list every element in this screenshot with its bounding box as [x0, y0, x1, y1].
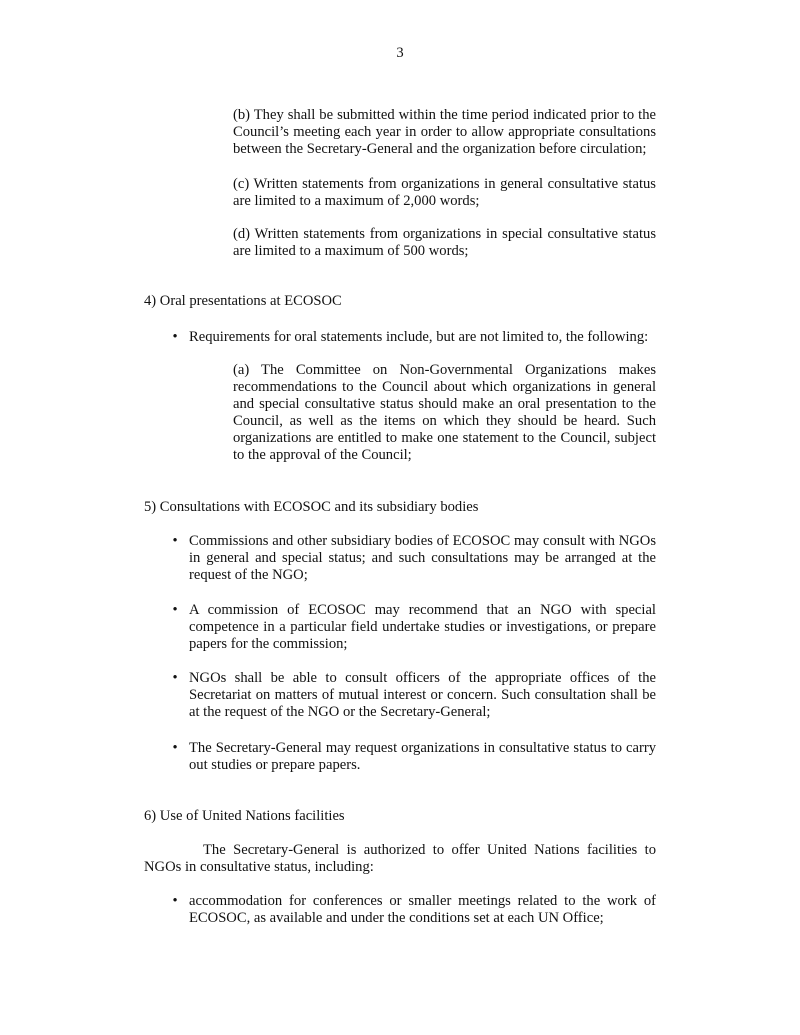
bullet-marker: • — [172, 329, 178, 345]
section-6-bullet: accommodation for conferences or smaller meetings related to the work of ECOSOC, as available and under the conditions set at each UN Office; — [189, 893, 656, 926]
bullet-marker: • — [172, 893, 178, 909]
bullet-marker: • — [172, 740, 178, 756]
section-5-heading: 5) Consultations with ECOSOC and its subsidiary bodies — [144, 499, 479, 515]
bullet-marker: • — [172, 533, 178, 549]
section-4-bullet: Requirements for oral statements include, but are not limited to, the following: — [189, 329, 649, 345]
section-4-heading: 4) Oral presentations at ECOSOC — [144, 293, 342, 309]
section-5-bullet: A commission of ECOSOC may recommend that an NGO with special competence in a particular field undertake studies or investigations, or prepare papers for the commission; — [189, 602, 656, 652]
section-6-intro-text: The Secretary-General is authorized to offer United Nations facilities to NGOs in consultative status, including: — [144, 842, 656, 875]
section-6-intro — [144, 842, 656, 876]
bullet-marker: • — [172, 670, 178, 686]
bullet-marker: • — [172, 602, 178, 618]
sub-item-d: (d) Written statements from organizations in special consultative status are limited to a maximum of 500 words; — [233, 226, 656, 259]
section-5-bullet: NGOs shall be able to consult officers of the appropriate offices of the Secretariat on matters of mutual interest or concern. Such consultation shall be at the request of the NGO or the Secretary-General; — [189, 670, 656, 720]
section-4-sub-item-a: (a) The Committee on Non-Governmental Organizations makes recommendations to the Council about which organizations in general and special consultative status should make an oral presentation to the Council, as well as the items on which they should be heard. Such organizations are entitled to make one statement to the Council, subject to the approval of the Council; — [233, 362, 656, 463]
sub-item-c: (c) Written statements from organizations in general consultative status are limited to a maximum of 2,000 words; — [233, 176, 656, 209]
sub-item-b: (b) They shall be submitted within the time period indicated prior to the Council’s meeting each year in order to allow appropriate consultations between the Secretary-General and the organization before circulation; — [233, 107, 656, 157]
section-5-bullet: Commissions and other subsidiary bodies of ECOSOC may consult with NGOs in general and special status; and such consultations may be arranged at the request of the NGO; — [189, 533, 656, 583]
section-5-bullet: The Secretary-General may request organizations in consultative status to carry out studies or prepare papers. — [189, 740, 656, 773]
section-6-heading: 6) Use of United Nations facilities — [144, 808, 345, 824]
page-number: 3 — [396, 45, 404, 61]
